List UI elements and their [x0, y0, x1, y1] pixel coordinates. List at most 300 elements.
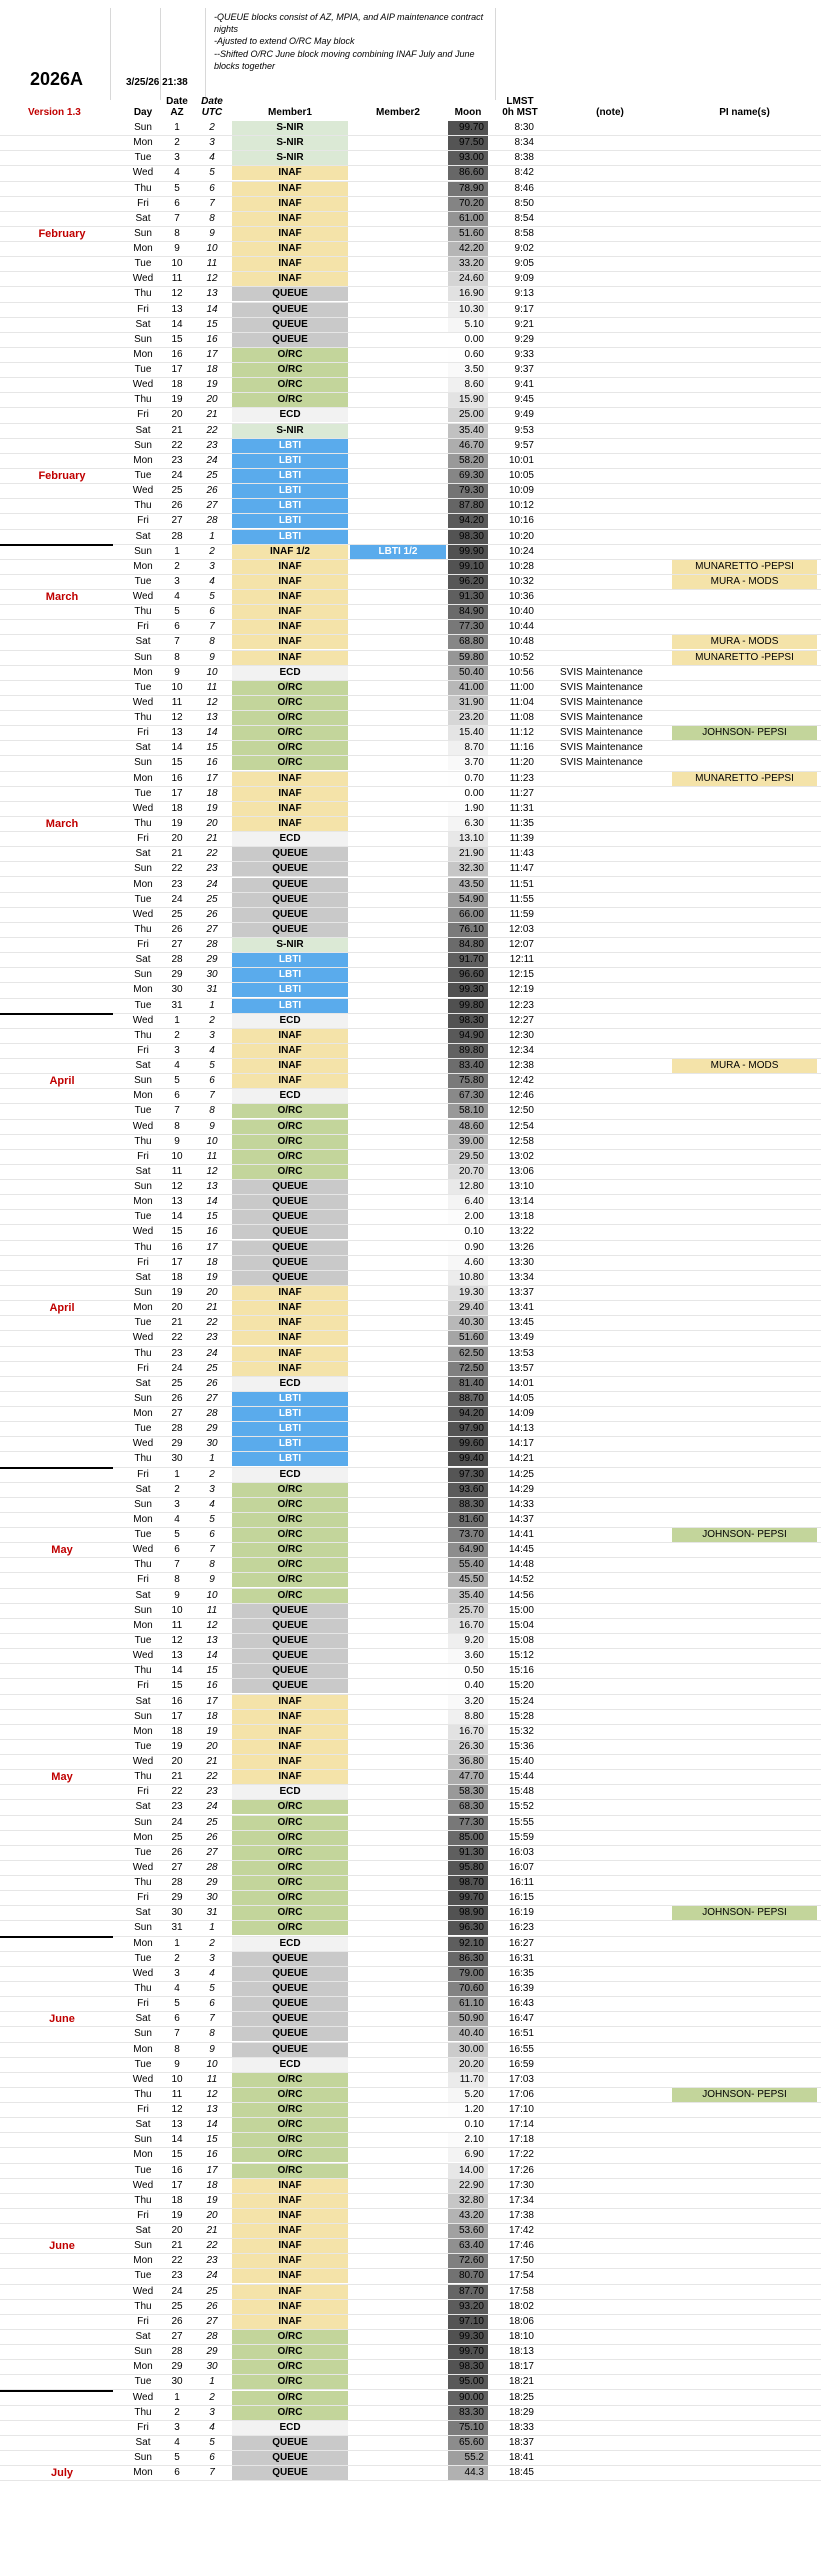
- cell-moon: 46.70: [458, 439, 484, 451]
- cell-date-az: 25: [171, 1377, 183, 1389]
- cell-member1: O/RC: [232, 756, 348, 770]
- cell-date-az: 26: [171, 1392, 183, 1404]
- cell-date-utc: 26: [206, 2300, 218, 2312]
- cell-member1: INAF: [232, 605, 348, 619]
- cell-note: [560, 1150, 670, 1164]
- table-row: [0, 2436, 821, 2451]
- month-separator: [0, 1013, 113, 1015]
- cell-pi-name: [672, 1120, 817, 1134]
- cell-moon: 24.60: [458, 273, 484, 285]
- cell-member2: [350, 938, 446, 952]
- cell-pi-name: [672, 393, 817, 407]
- cell-moon: 8.80: [464, 1710, 484, 1722]
- cell-moon: 83.30: [458, 2406, 484, 2418]
- cell-day: Mon: [133, 984, 153, 996]
- cell-day: Thu: [134, 1241, 152, 1253]
- cell-member1: INAF: [232, 182, 348, 196]
- cell-day: Wed: [132, 696, 154, 708]
- cell-date-utc: 2: [209, 1014, 215, 1026]
- month-separator: [0, 1936, 113, 1938]
- cell-date-utc: 21: [206, 409, 218, 421]
- cell-day: Sun: [134, 2028, 152, 2040]
- cell-moon: 0.60: [464, 348, 484, 360]
- cell-date-az: 10: [171, 1604, 183, 1616]
- cell-date-utc: 22: [206, 424, 218, 436]
- cell-moon: 87.80: [458, 500, 484, 512]
- cell-pi-name: [672, 1800, 817, 1814]
- cell-member1: O/RC: [232, 2406, 348, 2420]
- cell-day: Fri: [137, 1574, 149, 1586]
- cell-day: Sat: [135, 1801, 151, 1813]
- cell-member1: INAF: [232, 242, 348, 256]
- cell-member2: [350, 1422, 446, 1436]
- cell-lmst: 12:58: [508, 1135, 534, 1147]
- cell-member1: LBTI: [232, 1422, 348, 1436]
- cell-moon: 91.30: [458, 591, 484, 603]
- cell-lmst: 12:30: [508, 1029, 534, 1041]
- cell-date-az: 29: [171, 969, 183, 981]
- cell-note: [560, 2391, 670, 2405]
- cell-note: [560, 1891, 670, 1905]
- cell-date-utc: 12: [206, 2088, 218, 2100]
- cell-date-utc: 1: [209, 999, 215, 1011]
- cell-date-az: 18: [171, 1725, 183, 1737]
- table-row: [0, 787, 821, 802]
- table-row: [0, 242, 821, 257]
- cell-moon: 85.00: [458, 1831, 484, 1843]
- cell-date-az: 18: [171, 379, 183, 391]
- cell-lmst: 14:45: [508, 1544, 534, 1556]
- cell-date-az: 27: [171, 939, 183, 951]
- cell-lmst: 18:41: [508, 2452, 534, 2464]
- cell-member2: [350, 1740, 446, 1754]
- cell-moon: 99.30: [458, 984, 484, 996]
- cell-date-utc: 25: [206, 1816, 218, 1828]
- cell-member2: [350, 1937, 446, 1951]
- cell-member2: [350, 2300, 446, 2314]
- cell-day: Sat: [135, 1165, 151, 1177]
- cell-note: [560, 348, 670, 362]
- cell-note: [560, 1210, 670, 1224]
- cell-day: Fri: [137, 409, 149, 421]
- cell-date-az: 18: [171, 1271, 183, 1283]
- table-row: [0, 1800, 821, 1815]
- cell-date-utc: 4: [209, 152, 215, 164]
- cell-lmst: 17:03: [508, 2073, 534, 2085]
- cell-day: Mon: [133, 2467, 153, 2479]
- table-row: [0, 1846, 821, 1861]
- cell-note: SVIS Maintenance: [560, 681, 643, 693]
- cell-date-utc: 19: [206, 802, 218, 814]
- cell-date-utc: 28: [206, 515, 218, 527]
- cell-member2: [350, 2375, 446, 2389]
- cell-note: [560, 1452, 670, 1466]
- cell-member2: [350, 1165, 446, 1179]
- cell-member1: LBTI: [232, 1407, 348, 1421]
- cell-member2: [350, 787, 446, 801]
- cell-day: Sun: [134, 439, 152, 451]
- cell-date-az: 13: [171, 1196, 183, 1208]
- cell-moon: 65.60: [458, 2436, 484, 2448]
- cell-date-utc: 20: [206, 817, 218, 829]
- cell-member1: O/RC: [232, 2360, 348, 2374]
- cell-member1: ECD: [232, 1377, 348, 1391]
- cell-date-az: 10: [171, 1150, 183, 1162]
- cell-pi-name: [672, 1498, 817, 1512]
- cell-date-utc: 7: [209, 1544, 215, 1556]
- cell-member2: [350, 2451, 446, 2465]
- cell-day: Sun: [134, 227, 152, 239]
- cell-moon: 77.30: [458, 621, 484, 633]
- cell-pi-name: [672, 1513, 817, 1527]
- cell-moon: 20.20: [458, 2058, 484, 2070]
- cell-date-utc: 3: [209, 2406, 215, 2418]
- cell-lmst: 14:41: [508, 1529, 534, 1541]
- cell-note: [560, 1558, 670, 1572]
- cell-moon: 43.50: [458, 878, 484, 890]
- cell-member2: [350, 1331, 446, 1345]
- table-row: [0, 318, 821, 333]
- note-line: --Shifted O/RC June block moving combining INAF July and June blocks together: [214, 48, 475, 71]
- cell-pi-name: [672, 1664, 817, 1678]
- cell-member2: [350, 272, 446, 286]
- cell-date-utc: 28: [206, 2330, 218, 2342]
- cell-member2: [350, 1044, 446, 1058]
- cell-moon: 50.40: [458, 666, 484, 678]
- cell-day: Thu: [134, 2088, 152, 2100]
- month-separator: [0, 1467, 113, 1469]
- cell-date-utc: 4: [209, 1498, 215, 1510]
- cell-date-utc: 31: [206, 984, 218, 996]
- table-row: [0, 1755, 821, 1770]
- cell-moon: 86.30: [458, 1952, 484, 1964]
- cell-member2: [350, 1074, 446, 1088]
- cell-pi-name: [672, 2466, 817, 2480]
- cell-pi-name: MURA - MODS: [672, 635, 817, 649]
- cell-pi-name: [672, 1967, 817, 1981]
- cell-day: Tue: [134, 2270, 152, 2282]
- cell-note: [560, 1437, 670, 1451]
- cell-lmst: 11:39: [509, 833, 534, 845]
- cell-date-az: 16: [171, 1695, 183, 1707]
- cell-member1: O/RC: [232, 393, 348, 407]
- cell-day: Sun: [134, 651, 152, 663]
- cell-date-az: 21: [171, 1771, 183, 1783]
- cell-date-az: 14: [171, 2134, 183, 2146]
- cell-date-az: 1: [174, 1937, 180, 1949]
- cell-member2: [350, 2043, 446, 2057]
- cell-pi-name: [672, 469, 817, 483]
- cell-day: Mon: [133, 1408, 153, 1420]
- cell-member1: O/RC: [232, 1498, 348, 1512]
- cell-date-utc: 14: [206, 303, 218, 315]
- table-row: [0, 832, 821, 847]
- cell-date-az: 22: [171, 1786, 183, 1798]
- cell-note: [560, 2406, 670, 2420]
- cell-date-az: 24: [171, 893, 183, 905]
- cell-note: [560, 514, 670, 528]
- cell-member2: [350, 1861, 446, 1875]
- cell-lmst: 9:29: [514, 333, 534, 345]
- cell-date-az: 10: [171, 258, 183, 270]
- cell-note: [560, 1392, 670, 1406]
- table-row: [0, 1604, 821, 1619]
- cell-date-az: 19: [171, 394, 183, 406]
- cell-pi-name: [672, 2269, 817, 2283]
- cell-date-utc: 1: [209, 2376, 215, 2388]
- cell-member1: QUEUE: [232, 1271, 348, 1285]
- cell-lmst: 11:43: [509, 848, 534, 860]
- cell-pi-name: [672, 711, 817, 725]
- cell-date-az: 5: [174, 606, 180, 618]
- cell-pi-name: [672, 1437, 817, 1451]
- cell-note: [560, 787, 670, 801]
- cell-moon: 16.70: [458, 1619, 484, 1631]
- cell-member2: [350, 333, 446, 347]
- cell-date-az: 12: [171, 288, 183, 300]
- cell-member2: [350, 590, 446, 604]
- cell-member2: [350, 817, 446, 831]
- cell-pi-name: [672, 1679, 817, 1693]
- cell-date-az: 19: [171, 1740, 183, 1752]
- cell-moon: 8.60: [464, 379, 484, 391]
- cell-note: [560, 1846, 670, 1860]
- cell-date-utc: 9: [209, 2043, 215, 2055]
- cell-member1: ECD: [232, 1937, 348, 1951]
- cell-pi-name: [672, 287, 817, 301]
- cell-moon: 69.30: [458, 469, 484, 481]
- cell-member1: QUEUE: [232, 862, 348, 876]
- cell-date-az: 28: [171, 1423, 183, 1435]
- cell-lmst: 13:02: [508, 1150, 534, 1162]
- cell-date-utc: 24: [206, 2270, 218, 2282]
- table-row: [0, 1014, 821, 1029]
- cell-member1: LBTI: [232, 1437, 348, 1451]
- cell-lmst: 15:00: [508, 1604, 534, 1616]
- cell-lmst: 10:09: [508, 485, 534, 497]
- cell-moon: 10.80: [458, 1271, 484, 1283]
- cell-day: Fri: [137, 1680, 149, 1692]
- cell-moon: 99.10: [458, 560, 484, 572]
- cell-date-az: 6: [174, 621, 180, 633]
- cell-lmst: 18:10: [508, 2330, 534, 2342]
- cell-pi-name: [672, 1649, 817, 1663]
- cell-pi-name: [672, 847, 817, 861]
- cell-lmst: 17:54: [508, 2270, 534, 2282]
- table-row: [0, 499, 821, 514]
- cell-day: Tue: [134, 1317, 152, 1329]
- cell-day: Sat: [135, 636, 151, 648]
- cell-member2: [350, 393, 446, 407]
- cell-lmst: 9:49: [514, 409, 534, 421]
- cell-moon: 96.60: [458, 969, 484, 981]
- cell-pi-name: [672, 1362, 817, 1376]
- cell-date-az: 11: [171, 273, 183, 285]
- cell-pi-name: [672, 2285, 817, 2299]
- cell-moon: 97.50: [458, 137, 484, 149]
- cell-note: [560, 2194, 670, 2208]
- cell-member1: O/RC: [232, 2133, 348, 2147]
- cell-date-utc: 4: [209, 1967, 215, 1979]
- table-row: [0, 333, 821, 348]
- cell-date-az: 17: [171, 2179, 183, 2191]
- cell-note: [560, 862, 670, 876]
- table-row: [0, 151, 821, 166]
- cell-pi-name: [672, 893, 817, 907]
- cell-member1: O/RC: [232, 1876, 348, 1890]
- cell-lmst: 11:04: [509, 696, 534, 708]
- cell-pi-name: [672, 424, 817, 438]
- cell-moon: 15.90: [458, 394, 484, 406]
- cell-day: Thu: [134, 712, 152, 724]
- cell-date-utc: 7: [209, 621, 215, 633]
- cell-lmst: 16:07: [508, 1861, 534, 1873]
- cell-member2: [350, 2269, 446, 2283]
- cell-day: Thu: [134, 1453, 152, 1465]
- cell-moon: 99.70: [458, 122, 484, 133]
- cell-date-utc: 11: [206, 1604, 218, 1616]
- table-row: [0, 2058, 821, 2073]
- cell-member1: INAF: [232, 560, 348, 574]
- cell-moon: 31.90: [458, 696, 484, 708]
- table-row: [0, 2391, 821, 2406]
- cell-member1: QUEUE: [232, 2012, 348, 2026]
- cell-lmst: 13:57: [508, 1362, 534, 1374]
- cell-date-utc: 14: [206, 727, 218, 739]
- cell-lmst: 12:03: [508, 923, 534, 935]
- cell-moon: 63.40: [458, 2240, 484, 2252]
- cell-day: Wed: [132, 379, 154, 391]
- cell-moon: 55.40: [458, 1559, 484, 1571]
- cell-date-az: 12: [171, 1181, 183, 1193]
- cell-date-utc: 7: [209, 2467, 215, 2479]
- cell-member2: [350, 1377, 446, 1391]
- cell-day: Tue: [134, 1846, 152, 1858]
- cell-date-az: 9: [174, 2058, 180, 2070]
- cell-lmst: 9:21: [514, 318, 534, 330]
- table-row: [0, 756, 821, 771]
- cell-day: Mon: [133, 2149, 153, 2161]
- cell-note: [560, 212, 670, 226]
- cell-day: Sat: [135, 1483, 151, 1495]
- cell-pi-name: [672, 318, 817, 332]
- cell-pi-name: [672, 257, 817, 271]
- table-row: [0, 847, 821, 862]
- cell-date-az: 3: [174, 2421, 180, 2433]
- cell-pi-name: [672, 741, 817, 755]
- cell-day: Sat: [135, 742, 151, 754]
- cell-day: Sun: [134, 2452, 152, 2464]
- table-row: [0, 1241, 821, 1256]
- cell-day: Tue: [134, 1105, 152, 1117]
- cell-date-az: 17: [171, 364, 183, 376]
- cell-day: Fri: [137, 2104, 149, 2116]
- cell-moon: 98.30: [458, 530, 484, 542]
- col-date-italic: Date: [201, 96, 223, 107]
- cell-date-utc: 6: [209, 606, 215, 618]
- cell-pi-name: [672, 878, 817, 892]
- cell-moon: 0.40: [464, 1680, 484, 1692]
- cell-date-utc: 30: [206, 2361, 218, 2373]
- cell-pi-name: [672, 2224, 817, 2238]
- cell-member1: INAF: [232, 1362, 348, 1376]
- cell-member2: [350, 2058, 446, 2072]
- cell-member2: [350, 575, 446, 589]
- col-day: Day: [133, 107, 153, 118]
- cell-lmst: 16:39: [508, 1982, 534, 1994]
- cell-member2: [350, 908, 446, 922]
- cell-member1: INAF: [232, 1695, 348, 1709]
- cell-lmst: 13:41: [508, 1302, 534, 1314]
- cell-date-utc: 20: [206, 1287, 218, 1298]
- cell-lmst: 13:53: [508, 1347, 534, 1359]
- cell-date-utc: 25: [206, 1362, 218, 1374]
- cell-pi-name: [672, 378, 817, 392]
- cell-day: Mon: [133, 454, 153, 466]
- cell-date-utc: 22: [206, 2240, 218, 2252]
- cell-lmst: 15:40: [508, 1756, 534, 1768]
- cell-member2: [350, 681, 446, 695]
- cell-pi-name: MUNARETTO -PEPSI: [672, 560, 817, 574]
- cell-date-utc: 8: [209, 636, 215, 648]
- table-row: [0, 590, 821, 605]
- table-row: [0, 1286, 821, 1301]
- cell-moon: 54.90: [458, 893, 484, 905]
- cell-pi-name: [672, 1241, 817, 1255]
- cell-note: [560, 2224, 670, 2238]
- cell-member2: [350, 1452, 446, 1466]
- cell-member1: O/RC: [232, 1861, 348, 1875]
- cell-date-az: 23: [171, 2270, 183, 2282]
- table-row: [0, 136, 821, 151]
- cell-pi-name: [672, 802, 817, 816]
- cell-pi-name: [672, 2209, 817, 2223]
- cell-day: Thu: [134, 2406, 152, 2418]
- cell-note: [560, 2179, 670, 2193]
- cell-member2: [350, 484, 446, 498]
- cell-pi-name: [672, 999, 817, 1013]
- cell-member1: O/RC: [232, 1543, 348, 1557]
- cell-pi-name: [672, 136, 817, 150]
- cell-day: Thu: [134, 500, 152, 512]
- cell-member1: INAF: [232, 1710, 348, 1724]
- cell-member1: QUEUE: [232, 303, 348, 317]
- cell-day: Tue: [134, 1740, 152, 1752]
- cell-date-utc: 17: [206, 1241, 218, 1253]
- cell-note: [560, 2436, 670, 2450]
- cell-pi-name: [672, 2148, 817, 2162]
- cell-note: [560, 1468, 670, 1482]
- cell-date-utc: 13: [206, 2104, 218, 2116]
- cell-member2: [350, 1347, 446, 1361]
- cell-moon: 45.50: [458, 1574, 484, 1586]
- table-row: [0, 575, 821, 590]
- cell-member1: INAF 1/2: [232, 545, 348, 559]
- cell-day: Mon: [133, 137, 153, 149]
- cell-note: [560, 1528, 670, 1542]
- table-row: [0, 1498, 821, 1513]
- cell-member1: INAF: [232, 1755, 348, 1769]
- table-row: [0, 1135, 821, 1150]
- cell-lmst: 16:35: [508, 1967, 534, 1979]
- cell-date-az: 6: [174, 2467, 180, 2479]
- cell-lmst: 10:20: [508, 530, 534, 542]
- cell-note: [560, 1982, 670, 1996]
- cell-date-utc: 6: [209, 2452, 215, 2464]
- cell-date-az: 2: [174, 1029, 180, 1041]
- cell-member2: [350, 620, 446, 634]
- cell-day: Tue: [134, 2058, 152, 2070]
